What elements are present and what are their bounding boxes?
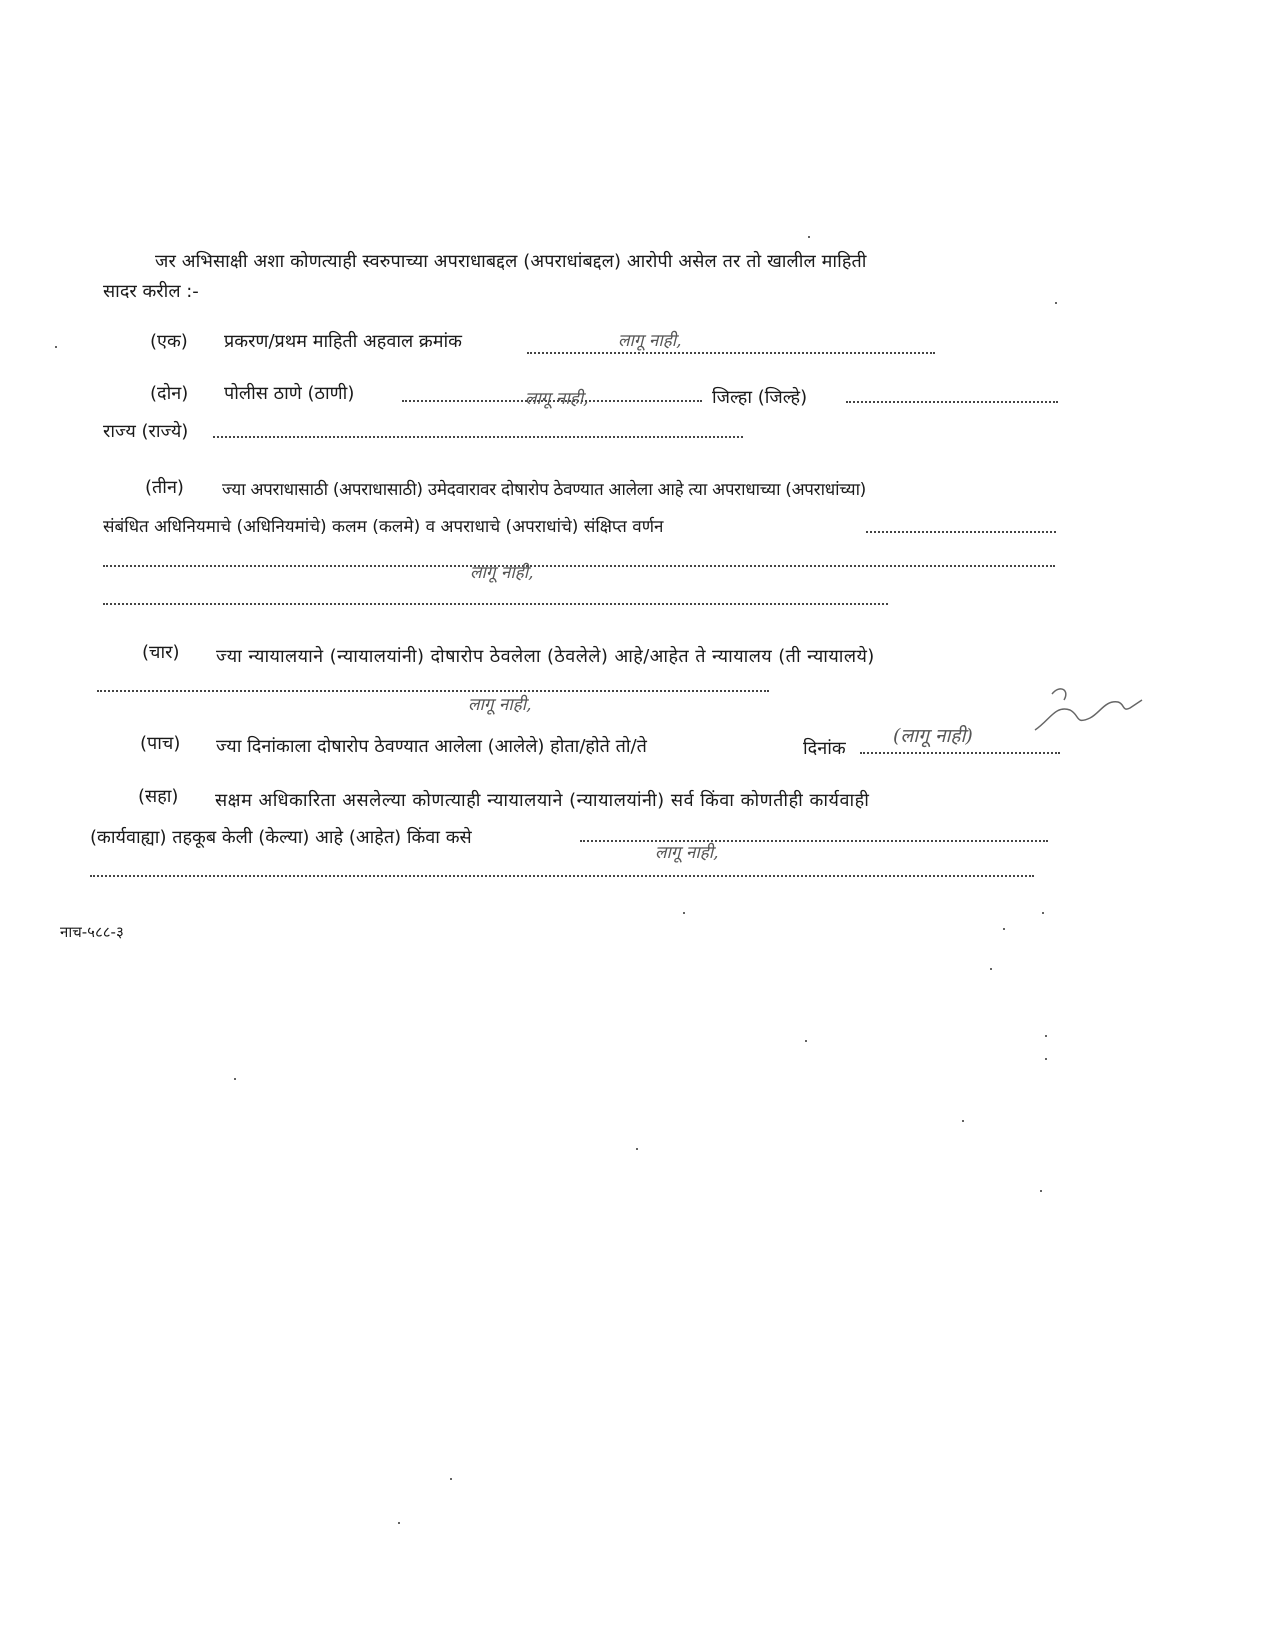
scan-speck <box>1045 1058 1047 1060</box>
scan-speck <box>1055 302 1057 304</box>
scan-speck <box>1040 1190 1042 1192</box>
scan-speck <box>1003 928 1005 930</box>
scan-speck <box>398 1522 400 1524</box>
scan-speck <box>808 236 810 238</box>
intro-line-1: जर अभिसाक्षी अशा कोणत्याही स्वरुपाच्या अपराधाबद्दल (अपराधांबद्दल) आरोपी असेल तर तो खालील माहिती <box>155 251 867 272</box>
scan-speck <box>450 1478 452 1480</box>
intro-line-2: सादर करील :- <box>103 281 199 302</box>
item3-line-2: संबंधित अधिनियमाचे (अधिनियमांचे) कलम (कलमे) व अपराधाचे (अपराधांचे) संक्षिप्त वर्णन <box>103 517 664 537</box>
item4-label: ज्या न्यायालयाने (न्यायालयांनी) दोषारोप ठेवलेला (ठेवलेले) आहे/आहेत ते न्यायालय (ती न्यायालये) <box>216 646 875 667</box>
item2-district-label: जिल्हा (जिल्हे) <box>712 387 808 408</box>
item6-dotted-line-1 <box>580 840 1048 842</box>
scan-speck <box>962 1120 964 1122</box>
item6-line-1: सक्षम अधिकारिता असलेल्या कोणत्याही न्यायालयाने (न्यायालयांनी) सर्व किंवा कोणतीही कार्यवाही <box>215 790 870 811</box>
footer-code: नाच-५८८-३ <box>60 923 124 941</box>
scan-speck <box>55 346 57 348</box>
scan-speck <box>805 1040 807 1042</box>
item2-state-label: राज्य (राज्ये) <box>103 421 189 442</box>
item2-label: पोलीस ठाणे (ठाणी) <box>224 383 355 404</box>
item2-dotted-line-3 <box>213 436 743 438</box>
item1-label: प्रकरण/प्रथम माहिती अहवाल क्रमांक <box>224 331 463 352</box>
item3-dotted-line-3 <box>103 603 888 605</box>
item1-handwritten-fill: लागू नाही, <box>618 331 682 351</box>
item4-number: (चार) <box>142 642 180 663</box>
item5-signature-scrawl <box>1030 680 1150 740</box>
item2-handwritten-fill: लागू नाही, <box>525 389 589 409</box>
item5-label: ज्या दिनांकाला दोषारोप ठेवण्यात आलेला (आलेले) होता/होते तो/ते <box>216 736 647 757</box>
item6-handwritten-fill: लागू नाही, <box>655 843 719 863</box>
scan-speck <box>990 968 992 970</box>
item2-number: (दोन) <box>150 383 189 404</box>
scan-speck <box>636 1148 638 1150</box>
item5-date-dotted-line <box>860 752 1060 754</box>
item3-line-1: ज्या अपराधासाठी (अपराधासाठी) उमेदवारावर दोषारोप ठेवण्यात आलेला आहे त्या अपराधाच्या (अपराधांच्या) <box>222 480 867 500</box>
item2-dotted-line-2 <box>846 401 1058 403</box>
item6-dotted-line-2 <box>90 875 1034 877</box>
item3-handwritten-fill: लागू नाही, <box>470 563 534 583</box>
item1-number: (एक) <box>150 331 188 352</box>
item3-number: (तीन) <box>145 477 184 498</box>
item4-handwritten-fill: लागू नाही, <box>468 695 532 715</box>
item3-dotted-line-2 <box>103 565 1055 567</box>
item5-date-label: दिनांक <box>803 738 846 759</box>
scan-speck <box>683 912 685 914</box>
scan-speck <box>1045 1035 1047 1037</box>
item5-number: (पाच) <box>140 733 181 754</box>
item6-line-2: (कार्यवाह्या) तहकूब केली (केल्या) आहे (आहेत) किंवा कसे <box>90 827 472 848</box>
item6-number: (सहा) <box>138 786 179 807</box>
scan-speck <box>234 1078 236 1080</box>
item4-dotted-line <box>97 690 769 692</box>
scan-speck <box>1042 912 1044 914</box>
item3-dotted-line-1 <box>866 531 1056 533</box>
item5-handwritten-date: (लागू नाही) <box>893 725 973 747</box>
item1-dotted-line <box>527 352 935 354</box>
